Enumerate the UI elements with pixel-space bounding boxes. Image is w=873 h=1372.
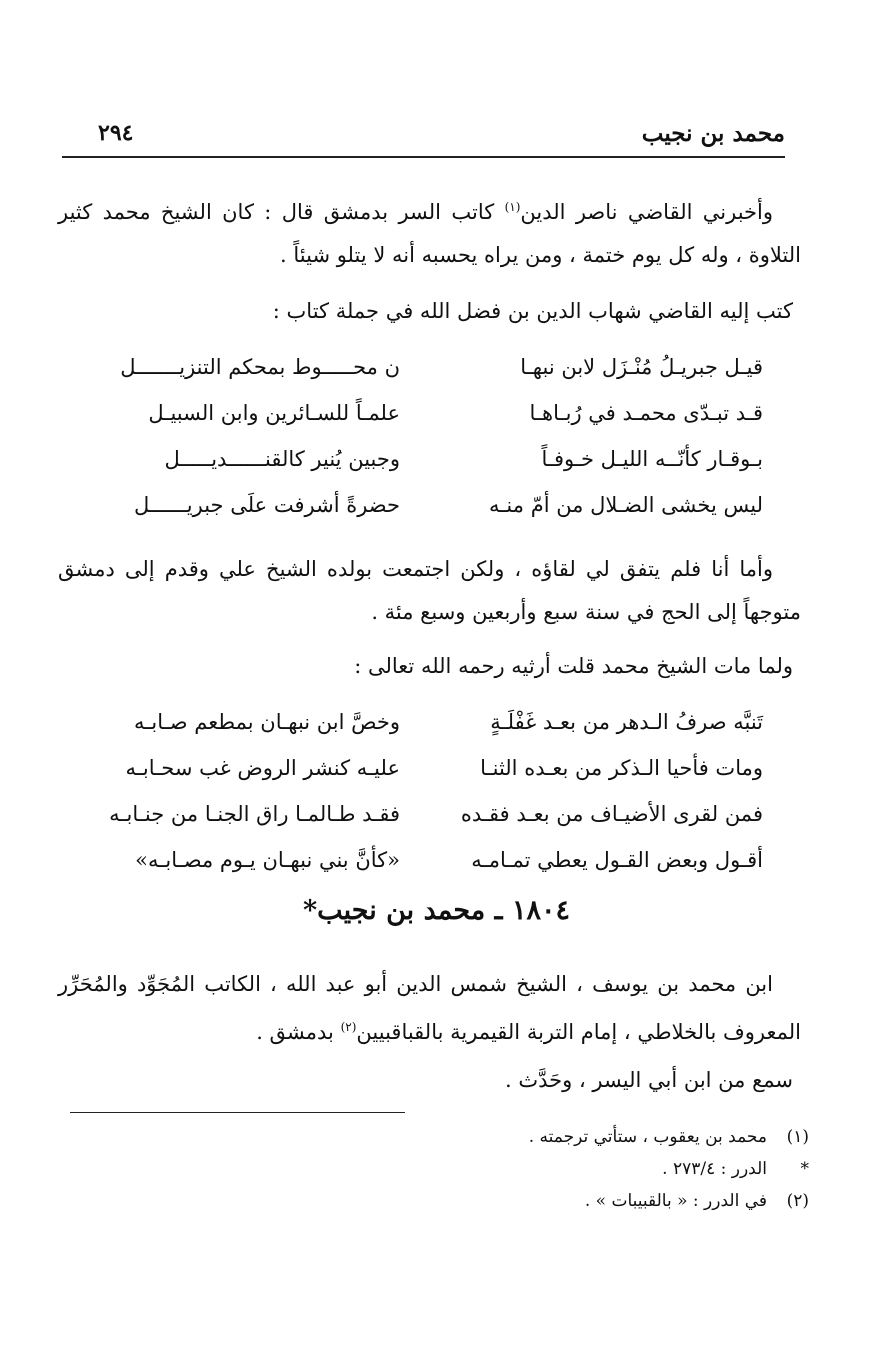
paragraph-1-text-a: وأخبرني القاضي ناصر الدين — [520, 200, 774, 224]
verse-second-hemistich: وخصَّ ابن نبهـان بمطعم صـابـه — [133, 710, 400, 734]
verse-row — [100, 355, 763, 395]
verse-row — [100, 401, 763, 441]
paragraph-1 — [58, 186, 801, 277]
paragraph-3: وأما أنا فلم يتفق لي لقاؤه ، ولكن اجتمعت بولده الشيخ علي وقدم إلى دمشق متوجهاً إلى الحج في سنة سبع وأربعين وسبع مئة . — [58, 557, 801, 624]
footnote-ref-1: (١) — [504, 200, 521, 214]
verse-first-hemistich: فمن لقرى الأضيـاف من بعـد فقـده — [460, 802, 763, 826]
footnote-mark: (١) — [786, 1127, 809, 1147]
verse-second-hemistich: علمـاً للسـائرين وابن السبيـل — [148, 401, 400, 425]
verse-second-hemistich: حضرةً أشرفت علَى جبريــــــل — [133, 493, 400, 517]
verse-row — [100, 493, 763, 533]
footnote-text: الدرر : ٢٧٣/٤ . — [662, 1159, 767, 1179]
running-title: محمد بن نجيب — [641, 120, 785, 147]
verse-second-hemistich: وجبين يُنير كالقنــــــديـــــل — [164, 447, 400, 471]
verse-first-hemistich: قيـل جبريـلُ مُنْـزَل لابن نبهـا — [520, 355, 763, 379]
footnote — [90, 1159, 809, 1185]
paragraph-1-text-b: كاتب السر بدمشق قال : كان الشيخ محمد كثير التلاوة ، وله كل يوم ختمة ، ومن يراه يحسبه أنه لا يتلو شيئاً . — [58, 200, 801, 267]
verse-second-hemistich: «كأنَّ بني نبهـان يـوم مصـابـه» — [135, 848, 400, 872]
footnote — [90, 1191, 809, 1217]
footnote — [90, 1127, 809, 1153]
verse-second-hemistich: ن محـــــوط بمحكم التنزيـــــــل — [120, 355, 400, 379]
entry-paragraph-1 — [58, 963, 801, 1054]
footnote-ref-2: (٢) — [340, 1020, 357, 1034]
entry-paragraph-1-text: ابن محمد بن يوسف ، الشيخ شمس الدين أبو عبد الله ، الكاتب المُجَوِّد والمُحَرِّر المعروف بالخلاطي ، إمام التربة القيمرية بالقباقبيين — [58, 972, 801, 1044]
entry-paragraph-2: سمع من ابن أبي اليسر ، وحَدَّث . — [505, 1068, 793, 1092]
footnote-mark: (٢) — [786, 1191, 809, 1211]
paragraph-4: ولما مات الشيخ محمد قلت أرثيه رحمه الله تعالى : — [354, 654, 793, 678]
footnote-mark: * — [800, 1159, 809, 1179]
entry-title: ١٨٠٤ ـ محمد بن نجيب* — [303, 895, 570, 926]
entry-paragraph-1-end: بدمشق . — [256, 1020, 341, 1044]
verse-first-hemistich: أقـول وبعض القـول يعطي تمـامـه — [471, 848, 763, 872]
footnote-separator — [70, 1112, 405, 1113]
verse-first-hemistich: بـوقـار كأنّــه الليـل خـوفـاً — [541, 447, 763, 471]
page-number: ٢٩٤ — [98, 120, 134, 146]
page-header — [62, 118, 785, 158]
verse-row — [100, 848, 763, 888]
verse-row — [100, 802, 763, 842]
footnote-text: محمد بن يعقوب ، ستأتي ترجمته . — [528, 1127, 767, 1147]
verse-row — [100, 710, 763, 750]
verse-second-hemistich: فقـد طـالمـا راق الجنـا من جنـابـه — [109, 802, 400, 826]
paragraph-2: كتب إليه القاضي شهاب الدين بن فضل الله في جملة كتاب : — [272, 299, 793, 323]
verse-second-hemistich: عليـه كنشر الروض غب سحـابـه — [125, 756, 400, 780]
verse-row — [100, 756, 763, 796]
footnote-text: في الدرر : « بالقبيبات » . — [584, 1191, 767, 1211]
verse-first-hemistich: ومات فأحيا الـذكر من بعـده الثنـا — [480, 756, 763, 780]
verse-row — [100, 447, 763, 487]
verse-first-hemistich: ليس يخشى الضـلال من أمّ منـه — [489, 493, 763, 517]
verse-first-hemistich: تَنبَّه صرفُ الـدهر من بعـد غَفْلَـةٍ — [490, 710, 763, 734]
verse-first-hemistich: قـد تبـدّى محمـد في رُبـاهـا — [529, 401, 763, 425]
